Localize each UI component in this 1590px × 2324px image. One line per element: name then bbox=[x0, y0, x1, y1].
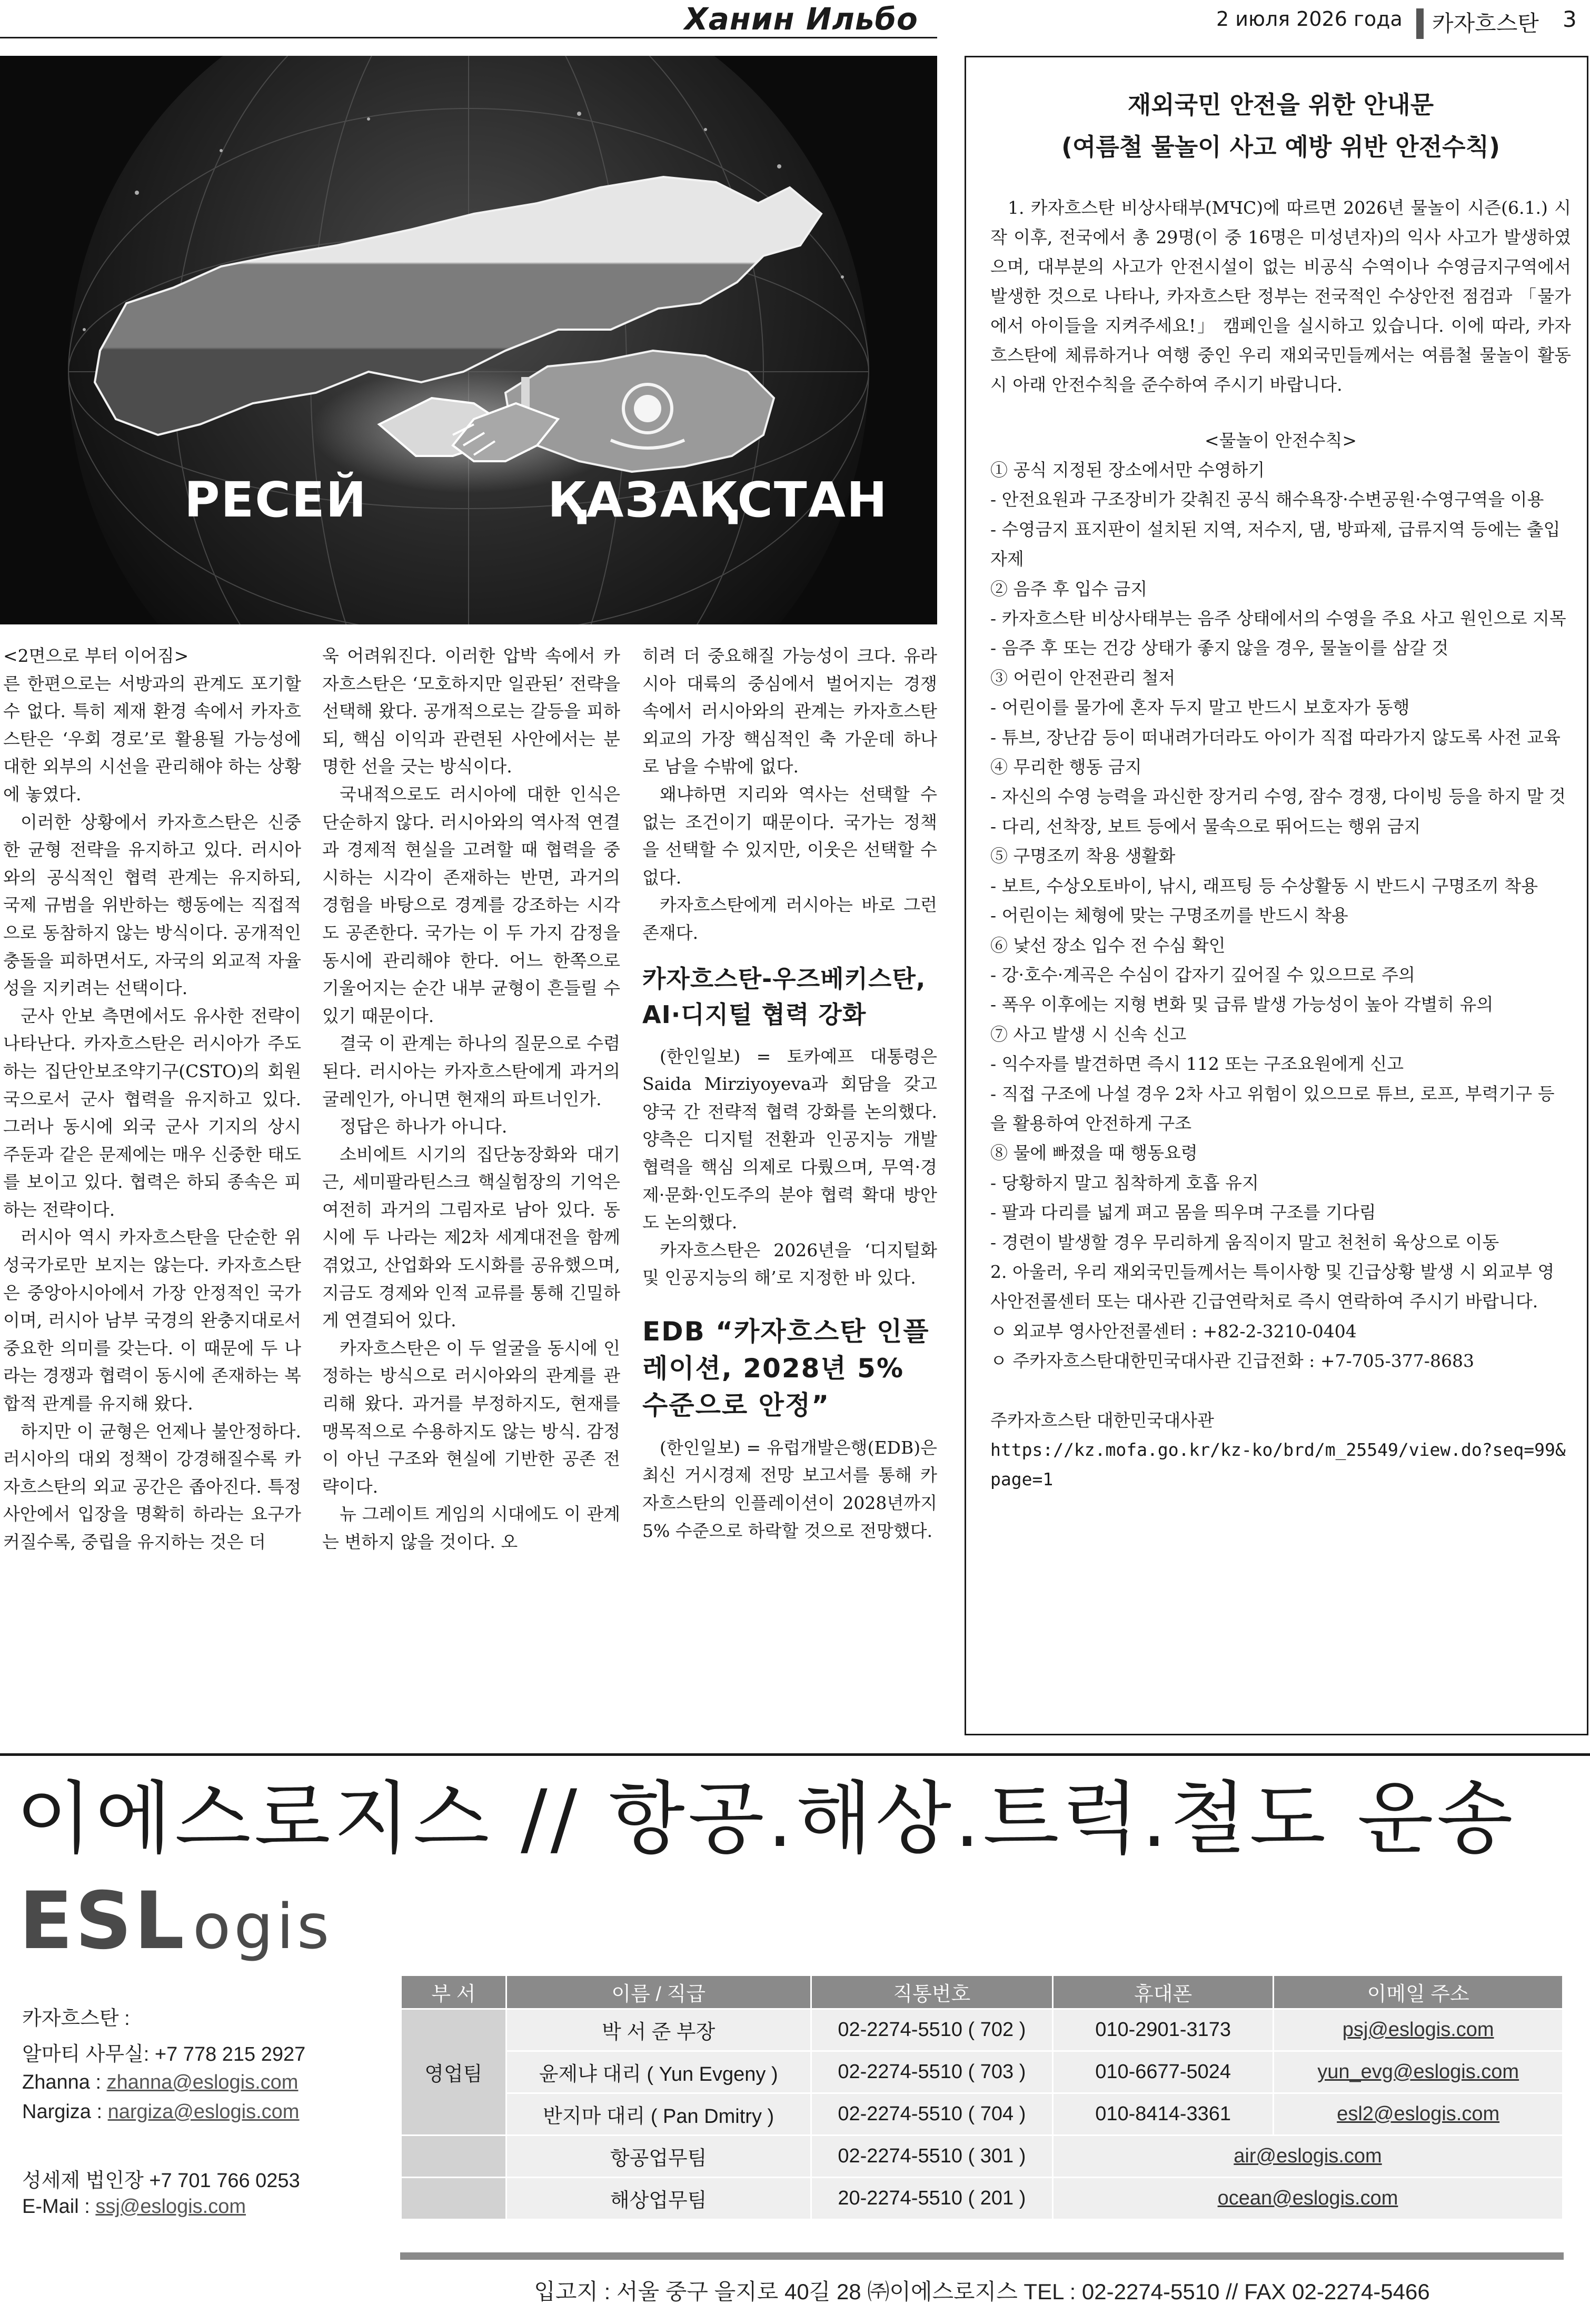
staff-name: 박 서 준 부장 bbox=[506, 2009, 811, 2051]
notice-subtitle: (여름철 물놀이 사고 예방 위반 안전수칙) bbox=[1061, 133, 1500, 161]
rule-line: - 수영금지 표지판이 설치된 지역, 저수지, 댐, 방파제, 급류지역 등에는 출입 자제 bbox=[990, 519, 1561, 570]
company-address: 입고지 : 서울 중구 을지로 40길 28 ㈜이에스로지스 TEL : 02-2274-5510 // FAX 02-2274-5466 bbox=[534, 2279, 1430, 2304]
article-paragraph: 이러한 상황에서 카자흐스탄은 신중한 균형 전략을 유지하고 있다. 러시아와의 공식적인 협력 관계는 유지하되, 국제 규범을 위반하는 행동에는 직접적으로 동참하지 않는 방식이다. 공개적인 충돌을 피하면서도, 자국의 외교적 자율성을 지키려는 선택이다. bbox=[3, 811, 301, 999]
team-air: 항공업무팀 bbox=[506, 2136, 811, 2178]
ad-top-rule bbox=[0, 1753, 1590, 1756]
rules-heading: <물놀이 안전수칙> bbox=[1205, 430, 1357, 451]
rule-line: - 다리, 선착장, 보트 등에서 물속으로 뛰어드는 행위 금지 bbox=[990, 816, 1421, 837]
team-ocean-email-link[interactable]: ocean@eslogis.com bbox=[1217, 2187, 1398, 2209]
issue-date: 2 июля 2026 года bbox=[1216, 7, 1403, 31]
story-paragraph: (한인일보) = 토카예프 대통령은 Saida Mirziyoyeva과 회담을 갖고 양국 간 전략적 협력 강화를 논의했다. 양측은 디지털 전환과 인공지능 개발 협력을 핵심 의제로 다뤘으며, 무역·경제·문화·인도주의 분야 협력 확대 방안도 논의했다. bbox=[642, 1046, 937, 1233]
contact-nargiza bbox=[22, 2101, 299, 2123]
eslogis-advertisement bbox=[0, 1753, 1590, 2324]
contact-director: 성세제 법인장 +7 701 766 0253 bbox=[22, 2170, 300, 2192]
staff-contact-table bbox=[400, 1974, 1564, 2220]
table-row bbox=[401, 2093, 1563, 2136]
article-paragraph: 카자흐스탄에게 러시아는 바로 그런 존재다. bbox=[642, 895, 937, 943]
team-air-email bbox=[1052, 2136, 1563, 2178]
article-paragraph: 소비에트 시기의 집단농장화와 대기근, 세미팔라틴스크 핵실험장의 기억은 여전히 과거의 그림자로 남아 있다. 동시에 두 나라는 제2차 세계대전을 함께 겪었고, 산업화와 도시화를 공유했으며, 지금도 경제와 인적 교류를 통해 긴밀하게 연결되어 있다. bbox=[322, 1144, 620, 1331]
dept-sales: 영업팀 bbox=[401, 2009, 506, 2136]
notice-intro: 1. 카자흐스탄 비상사태부(МЧС)에 따르면 2026년 물놀이 시즌(6.1.) 시작 이후, 전국에서 총 29명(이 중 16명은 미성년자)의 익사 사고가 발생하였으며, 대부분의 사고가 안전시설이 없는 비공식 수역이나 수영금지구역에서 발생한 것으로 나타나, 카자흐스탄 정부는 전국적인 수상안전 점검과 「물가에서 아이들을 지켜주세요!」 캠페인을 실시하고 있습니다. 이에 따라, 카자흐스탄에 체류하거나 여행 중인 우리 재외국민들께서는 여름철 물놀이 활동 시 아래 안전수칙을 준수하여 주시기 바랍니다. bbox=[990, 197, 1571, 395]
contact-nargiza-label: Nargiza : bbox=[22, 2101, 108, 2123]
table-row bbox=[401, 2178, 1563, 2220]
rule-line: ⑦ 사고 발생 시 신속 신고 bbox=[990, 1024, 1187, 1045]
article-paragraph: 른 한편으로는 서방과의 관계도 포기할 수 없다. 특히 제재 환경 속에서 카자흐스탄은 ‘우회 경로’로 활용될 가능성에 대한 외부의 시선을 관리해야 하는 상황에 놓였다. bbox=[3, 673, 301, 805]
embassy-url[interactable]: https://kz.mofa.go.kr/kz-ko/brd/m_25549/view.do?seq=99&page=1 bbox=[990, 1439, 1566, 1489]
contact-email-label: E-Mail : bbox=[22, 2196, 96, 2218]
notice-title: 재외국민 안전을 위한 안내문 bbox=[1127, 91, 1434, 119]
rule-line: - 튜브, 장난감 등이 떠내려가더라도 아이가 직접 따라가지 않도록 사전 교육 bbox=[990, 727, 1561, 748]
contact-zhanna bbox=[22, 2071, 298, 2094]
rule-line: - 경련이 발생할 경우 무리하게 움직이지 말고 천천히 육상으로 이동 bbox=[990, 1231, 1499, 1253]
rule-line: - 음주 후 또는 건강 상태가 좋지 않을 경우, 물놀이를 삼갈 것 bbox=[990, 638, 1449, 659]
team-ocean-phone: 20-2274-5510 ( 201 ) bbox=[811, 2178, 1052, 2220]
article-paragraph: 러시아 역시 카자흐스탄을 단순한 위성국가로만 보지는 않는다. 카자흐스탄은 중앙아시아에서 가장 안정적인 국가이며, 러시아 남부 국경의 완충지대로서 중요한 의미를 갖는다. 이 때문에 두 나라는 경쟁과 협력이 동시에 존재하는 복합적 관계를 유지해 왔다. bbox=[3, 1227, 301, 1414]
staff-email-link[interactable]: esl2@eslogis.com bbox=[1337, 2103, 1500, 2125]
rule-line: - 팔과 다리를 넓게 펴고 몸을 띄우며 구조를 기다림 bbox=[990, 1202, 1376, 1223]
article-paragraph: 카자흐스탄은 이 두 얼굴을 동시에 인정하는 방식으로 러시아와의 관계를 관리해 왔다. 과거를 부정하지도, 현재를 맹목적으로 수용하지도 않는 방식. 감정이 아닌 구조와 현실에 기반한 공존 전략이다. bbox=[322, 1337, 620, 1497]
article-paragraph: 하지만 이 균형은 언제나 불안정하다. 러시아의 대외 정책이 강경해질수록 카자흐스탄의 외교 공간은 좁아진다. 특정 사안에서 입장을 명확히 하라는 요구가 커질수록, 중립을 유지하는 것은 더 bbox=[3, 1421, 301, 1552]
table-row bbox=[401, 2136, 1563, 2178]
staff-phone: 02-2274-5510 ( 703 ) bbox=[811, 2051, 1052, 2093]
team-air-phone: 02-2274-5510 ( 301 ) bbox=[811, 2136, 1052, 2178]
staff-email bbox=[1274, 2051, 1563, 2093]
article-paragraph: 왜냐하면 지리와 역사는 선택할 수 없는 조건이기 때문이다. 국가는 정책을 선택할 수 있지만, 이웃은 선택할 수 없다. bbox=[642, 783, 937, 888]
ad-headline: 이에스로지스 // 항공.해상.트럭.철도 운송 bbox=[16, 1773, 1516, 1865]
article-paragraph: 욱 어려워진다. 이러한 압박 속에서 카자흐스탄은 ‘모호하지만 일관된’ 전략을 선택해 왔다. 공개적으로는 갈등을 피하되, 핵심 이익과 관련된 사안에서는 분명한 선을 긋는 방식이다. bbox=[322, 645, 620, 777]
rules-list bbox=[990, 455, 1571, 1376]
article-paragraph: 결국 이 관계는 하나의 질문으로 수렴된다. 러시아는 카자흐스탄에게 과거의 굴레인가, 아니면 현재의 파트너인가. bbox=[322, 1033, 620, 1109]
rule-line: ⑧ 물에 빠졌을 때 행동요령 bbox=[990, 1143, 1198, 1164]
team-ocean: 해상업무팀 bbox=[506, 2178, 811, 2220]
staff-phone: 02-2274-5510 ( 702 ) bbox=[811, 2009, 1052, 2051]
rule-line: - 어린이를 물가에 혼자 두지 말고 반드시 보호자가 동행 bbox=[990, 697, 1410, 718]
rule-line: - 당황하지 말고 침착하게 호흡 유지 bbox=[990, 1172, 1259, 1193]
header-department: 부 서 bbox=[401, 1975, 506, 2009]
masthead-rule bbox=[0, 37, 937, 38]
article-paragraph: 뉴 그레이트 게임의 시대에도 이 관계는 변하지 않을 것이다. 오 bbox=[322, 1504, 620, 1552]
rule-line: 2. 아울러, 우리 재외국민들께서는 특이사항 및 긴급상황 발생 시 외교부 영사안전콜센터 또는 대사관 긴급연락처로 즉시 연락하여 주시기 바랍니다. bbox=[990, 1261, 1555, 1312]
svg-text:ESL: ESL bbox=[19, 1885, 187, 1964]
hero-label-kazakhstan: ҚАЗАҚСТАН bbox=[548, 472, 888, 528]
article-column-1 bbox=[3, 642, 301, 1556]
page-number: 3 bbox=[1563, 6, 1577, 32]
rule-line: - 어린이는 체형에 맞는 구명조끼를 반드시 착용 bbox=[990, 905, 1348, 926]
story-paragraph: 카자흐스탄은 2026년을 ‘디지털화 및 인공지능의 해’로 지정한 바 있다. bbox=[642, 1239, 937, 1288]
table-header-row bbox=[401, 1975, 1563, 2009]
rule-line: ② 음주 후 입수 금지 bbox=[990, 578, 1148, 599]
header-email: 이메일 주소 bbox=[1274, 1975, 1563, 2009]
rule-line: ⑥ 낯선 장소 입수 전 수심 확인 bbox=[990, 935, 1226, 956]
staff-mobile: 010-8414-3361 bbox=[1052, 2093, 1273, 2136]
contact-email-address[interactable]: ssj@eslogis.com bbox=[95, 2196, 246, 2218]
rule-line: - 자신의 수영 능력을 과신한 장거리 수영, 잠수 경쟁, 다이빙 등을 하지 말 것 bbox=[990, 786, 1566, 807]
staff-name: 윤제냐 대리 ( Yun Evgeny ) bbox=[506, 2051, 811, 2093]
rule-line: ㅇ 외교부 영사안전콜센터 : +82-2-3210-0404 bbox=[990, 1320, 1357, 1342]
staff-phone: 02-2274-5510 ( 704 ) bbox=[811, 2093, 1052, 2136]
staff-mobile: 010-6677-5024 bbox=[1052, 2051, 1273, 2093]
article-paragraph: 히려 더 중요해질 가능성이 크다. 유라시아 대륙의 중심에서 벌어지는 경쟁 속에서 러시아와의 관계는 카자흐스탄 외교의 가장 핵심적인 축 가운데 하나로 남을 수밖에 없다. bbox=[642, 645, 937, 777]
safety-notice-box bbox=[965, 56, 1588, 1735]
contact-email bbox=[22, 2196, 246, 2218]
story-headline-kz-uz: 카자흐스탄-우즈베키스탄, AI·디지털 협력 강화 bbox=[642, 964, 926, 1029]
table-bottom-bar bbox=[400, 2252, 1564, 2260]
newspaper-name: Ханин Ильбо bbox=[684, 1, 918, 37]
staff-name: 반지마 대리 ( Pan Dmitry ) bbox=[506, 2093, 811, 2136]
staff-email bbox=[1274, 2009, 1563, 2051]
table-row bbox=[401, 2051, 1563, 2093]
team-air-email-link[interactable]: air@eslogis.com bbox=[1234, 2145, 1382, 2167]
staff-mobile: 010-2901-3173 bbox=[1052, 2009, 1273, 2051]
rule-line: - 안전요원과 구조장비가 갖춰진 공식 해수욕장·수변공원·수영구역을 이용 bbox=[990, 489, 1544, 510]
contact-almaty-office: 알마티 사무실: +7 778 215 2927 bbox=[22, 2043, 306, 2065]
header-mobile: 휴대폰 bbox=[1052, 1975, 1273, 2009]
article-paragraph: 군사 안보 측면에서도 유사한 전략이 나타난다. 카자흐스탄은 러시아가 주도하는 집단안보조약기구(CSTO)의 회원국으로서 군사 협력을 유지하고 있다. 그러나 동시에 외국 군사 기지의 상시 주둔과 같은 문제에는 매우 신중한 태도를 보이고 있다. 협력은 하되 종속은 피하는 전략이다. bbox=[3, 1005, 301, 1220]
section-marker bbox=[1416, 8, 1424, 39]
rule-line: ① 공식 지정된 장소에서만 수영하기 bbox=[990, 460, 1265, 480]
rule-line: - 직접 구조에 나설 경우 2차 사고 위험이 있으므로 튜브, 로프, 부력기구 등을 활용하여 안전하게 구조 bbox=[990, 1083, 1555, 1134]
rule-line: ⑤ 구명조끼 착용 생활화 bbox=[990, 846, 1176, 867]
rule-line: - 카자흐스탄 비상사태부는 음주 상태에서의 수영을 주요 사고 원인으로 지목 bbox=[990, 608, 1566, 629]
rule-line: ④ 무리한 행동 금지 bbox=[990, 757, 1142, 778]
header-direct-phone: 직통번호 bbox=[811, 1975, 1052, 2009]
embassy-name: 주카자흐스탄 대한민국대사관 bbox=[990, 1409, 1214, 1431]
rule-line: - 보트, 수상오토바이, 낚시, 래프팅 등 수상활동 시 반드시 구명조끼 착용 bbox=[990, 875, 1538, 896]
svg-text:ogis: ogis bbox=[193, 1890, 333, 1963]
staff-email bbox=[1274, 2093, 1563, 2136]
contact-zhanna-email[interactable]: zhanna@eslogis.com bbox=[106, 2071, 299, 2093]
rule-line: ㅇ 주카자흐스탄대한민국대사관 긴급전화 : +7-705-377-8683 bbox=[990, 1350, 1474, 1372]
rule-line: - 폭우 이후에는 지형 변화 및 급류 발생 가능성이 높아 각별히 유의 bbox=[990, 994, 1494, 1015]
contact-nargiza-email[interactable]: nargiza@eslogis.com bbox=[107, 2101, 300, 2123]
article-column-2 bbox=[322, 642, 620, 1556]
section-name: 카자흐스탄 bbox=[1432, 11, 1539, 36]
rule-line: ③ 어린이 안전관리 철저 bbox=[990, 667, 1176, 688]
table-row bbox=[401, 2009, 1563, 2051]
header-name-title: 이름 / 직급 bbox=[506, 1975, 811, 2009]
masthead bbox=[0, 0, 1590, 42]
continuation-note: <2면으로 부터 이어짐> bbox=[3, 645, 189, 666]
hero-label-russia: РЕСЕЙ bbox=[184, 472, 367, 528]
rule-line: - 강·호수·계곡은 수심이 갑자기 깊어질 수 있으므로 주의 bbox=[990, 964, 1415, 985]
story-paragraph: (한인일보) = 유럽개발은행(EDB)은 최신 거시경제 전망 보고서를 통해 카자흐스탄의 인플레이션이 2028년까지 5% 수준으로 하락할 것으로 전망했다. bbox=[642, 1437, 937, 1541]
contact-country: 카자흐스탄 : bbox=[22, 2008, 130, 2030]
article-paragraph: 국내적으로도 러시아에 대한 인식은 단순하지 않다. 러시아와의 역사적 연결과 경제적 현실을 고려할 때 협력을 중시하는 시각이 존재하는 반면, 과거의 경험을 바탕으로 경계를 강조하는 시각도 공존한다. 국가는 이 두 가지 감정을 동시에 관리해야 한다. 어느 한쪽으로 기울어지는 순간 내부 균형이 흔들릴 수 있기 때문이다. bbox=[322, 783, 620, 1026]
staff-email-link[interactable]: yun_evg@eslogis.com bbox=[1317, 2061, 1519, 2083]
article-column-3 bbox=[642, 642, 937, 1545]
globe-illustration bbox=[0, 56, 937, 624]
dept-empty bbox=[401, 2136, 506, 2178]
team-ocean-email bbox=[1052, 2178, 1563, 2220]
eslogis-logo bbox=[19, 1885, 345, 1964]
staff-email-link[interactable]: psj@eslogis.com bbox=[1342, 2019, 1494, 2041]
rule-line: - 익수자를 발견하면 즉시 112 또는 구조요원에게 신고 bbox=[990, 1054, 1404, 1075]
story-headline-edb: EDB “카자흐스탄 인플레이션, 2028년 5% 수준으로 안정” bbox=[642, 1316, 930, 1421]
dept-empty bbox=[401, 2178, 506, 2220]
hero-image-russia-kazakhstan bbox=[0, 56, 937, 624]
article-paragraph: 정답은 하나가 아니다. bbox=[340, 1116, 508, 1137]
contact-zhanna-label: Zhanna : bbox=[22, 2071, 107, 2093]
